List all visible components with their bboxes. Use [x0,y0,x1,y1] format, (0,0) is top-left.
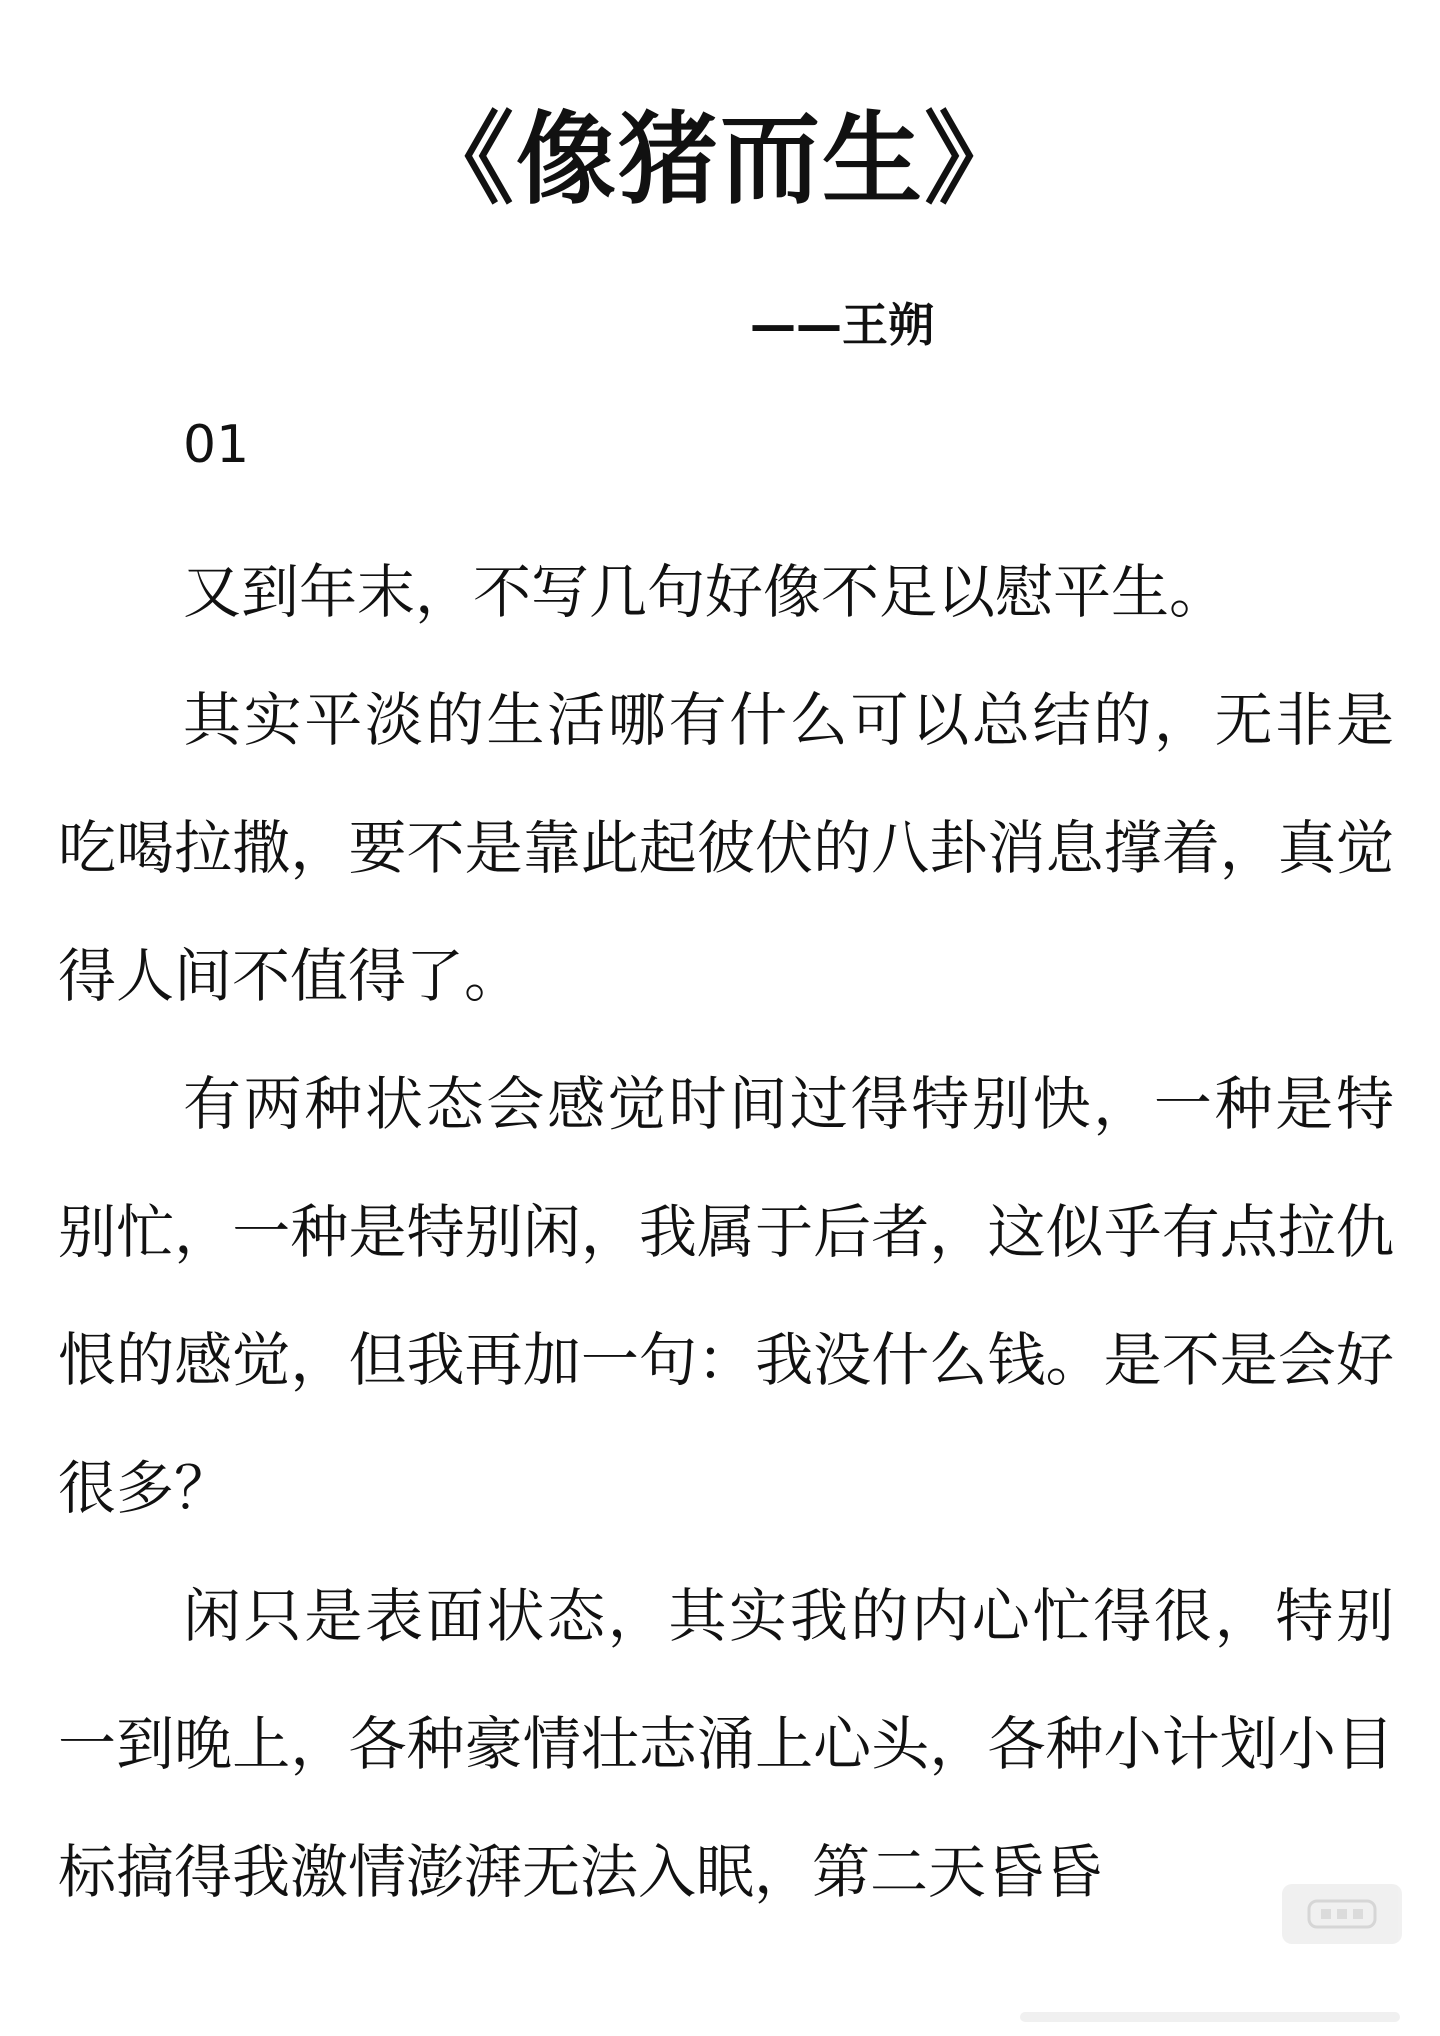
paragraph-4: 闲只是表面状态，其实我的内心忙得很，特别一到晚上，各种豪情壮志涌上心头，各种小计划小目标搞得我激情澎湃无法入眠，第二天昏昏 [58,1582,1394,1906]
section-number: 01 [183,415,250,475]
body-text [58,528,1394,1936]
watermark-bar [1020,2012,1400,2022]
paragraph-1: 又到年末，不写几句好像不足以慰平生。 [183,558,1228,626]
author-line: ——王朔 [750,298,934,352]
document-title: 《像猪而生》 [414,101,1026,218]
xiaohongshu-logo-icon [1282,1884,1402,1944]
paragraph-3: 有两种状态会感觉时间过得特别快，一种是特别忙，一种是特别闲，我属于后者，这似乎有点拉仇恨的感觉，但我再加一句：我没什么钱。是不是会好很多？ [58,1070,1394,1522]
paragraph-2: 其实平淡的生活哪有什么可以总结的，无非是吃喝拉撒，要不是靠此起彼伏的八卦消息撑着，真觉得人间不值得了。 [58,686,1394,1010]
